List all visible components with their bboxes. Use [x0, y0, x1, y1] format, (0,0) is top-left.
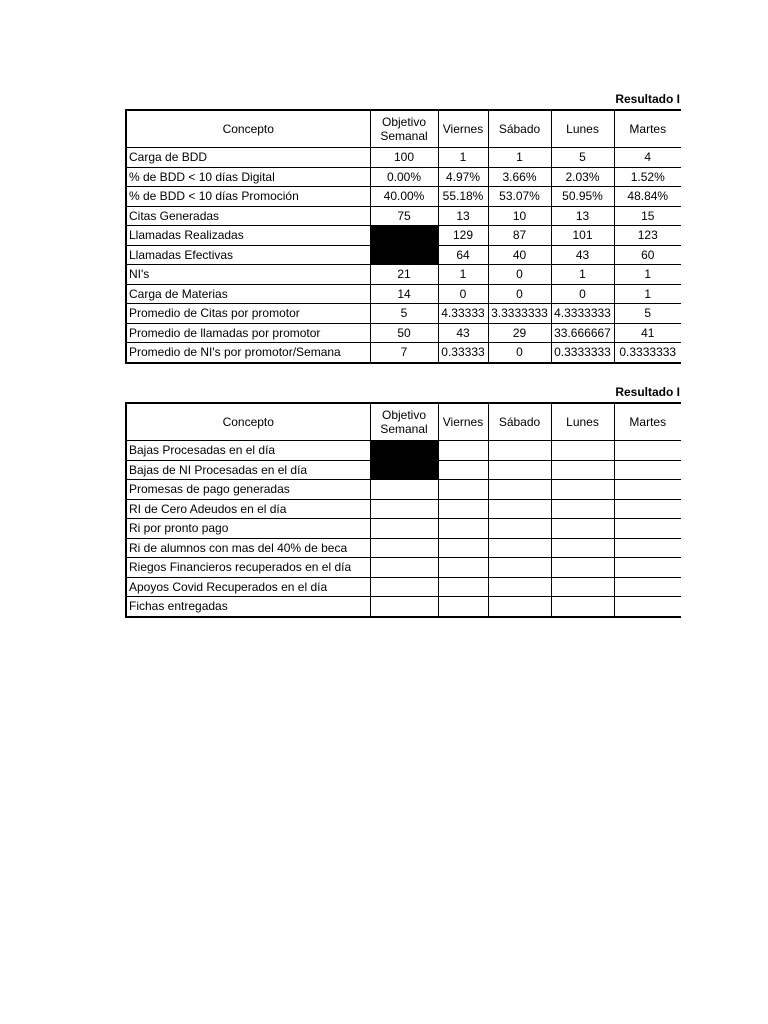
table-cell[interactable] [551, 480, 614, 500]
table-row [126, 460, 681, 480]
table-cell[interactable]: 0 [488, 343, 551, 363]
table-cell[interactable]: 0.3333333 [551, 343, 614, 363]
table-cell[interactable]: 43 [438, 323, 488, 343]
table-cell[interactable]: 1 [438, 265, 488, 285]
block-title: Resultado I [615, 92, 680, 106]
table-cell[interactable] [488, 558, 551, 578]
table-cell[interactable]: 1.52% [614, 167, 681, 187]
table-cell[interactable] [438, 597, 488, 617]
table-cell[interactable] [614, 558, 681, 578]
table-cell[interactable] [551, 538, 614, 558]
row-label[interactable]: Promedio de Citas por promotor [126, 304, 370, 324]
table-cell[interactable]: 5 [614, 304, 681, 324]
table-cell[interactable] [488, 597, 551, 617]
row-label[interactable]: Riegos Financieros recuperados en el día [126, 558, 370, 578]
table-row [126, 206, 681, 226]
table-cell[interactable] [614, 480, 681, 500]
header-row [126, 403, 681, 441]
column-header: Lunes [551, 403, 614, 441]
table-cell[interactable] [488, 499, 551, 519]
table-row [126, 284, 681, 304]
table-row [126, 577, 681, 597]
column-header: Viernes [438, 110, 488, 148]
table-cell[interactable] [488, 538, 551, 558]
row-label[interactable]: Ri por pronto pago [126, 519, 370, 539]
table-cell[interactable] [438, 577, 488, 597]
column-header: Martes [614, 403, 681, 441]
table-cell[interactable]: 87 [488, 226, 551, 246]
table-cell[interactable]: 29 [488, 323, 551, 343]
row-label[interactable]: Llamadas Efectivas [126, 245, 370, 265]
table-cell[interactable]: 15 [614, 206, 681, 226]
table-cell[interactable]: 41 [614, 323, 681, 343]
table-cell[interactable] [551, 499, 614, 519]
table-cell[interactable] [370, 597, 438, 617]
table-cell[interactable]: 1 [551, 265, 614, 285]
column-header: Sábado [488, 110, 551, 148]
table-cell[interactable]: 101 [551, 226, 614, 246]
table-cell[interactable]: 0.3333333 [614, 343, 681, 363]
table-cell[interactable] [370, 577, 438, 597]
table-cell[interactable]: 0.33333 [438, 343, 488, 363]
row-label[interactable]: Promedio de NI's por promotor/Semana [126, 343, 370, 363]
table-row [126, 167, 681, 187]
table-cell[interactable] [551, 597, 614, 617]
table-cell[interactable] [488, 519, 551, 539]
table-cell[interactable] [488, 441, 551, 461]
table-cell[interactable] [614, 460, 681, 480]
block-title: Resultado I [615, 385, 680, 399]
table-cell[interactable]: 43 [551, 245, 614, 265]
row-label[interactable]: % de BDD < 10 días Digital [126, 167, 370, 187]
table-cell[interactable] [370, 519, 438, 539]
table-cell[interactable]: 21 [370, 265, 438, 285]
table-cell[interactable]: 14 [370, 284, 438, 304]
table-cell[interactable] [614, 441, 681, 461]
row-label[interactable]: Bajas de NI Procesadas en el día [126, 460, 370, 480]
header-row [126, 110, 681, 148]
column-header: Martes [614, 110, 681, 148]
table-cell[interactable]: 13 [551, 206, 614, 226]
table-cell[interactable]: 0 [551, 284, 614, 304]
table-row [126, 597, 681, 617]
table-cell[interactable] [614, 519, 681, 539]
table-cell[interactable] [438, 480, 488, 500]
table-cell[interactable]: 53.07% [488, 187, 551, 207]
table-cell[interactable]: 0.00% [370, 167, 438, 187]
table-cell[interactable] [438, 460, 488, 480]
table-row [126, 538, 681, 558]
table-cell[interactable]: 4 [614, 148, 681, 168]
table-cell[interactable]: 5 [370, 304, 438, 324]
table-cell[interactable]: 4.3333333 [551, 304, 614, 324]
table-row [126, 499, 681, 519]
row-label[interactable]: Citas Generadas [126, 206, 370, 226]
row-label[interactable]: Bajas Procesadas en el día [126, 441, 370, 461]
table-cell[interactable] [370, 441, 438, 461]
table-cell[interactable]: 1 [614, 265, 681, 285]
row-label[interactable]: NI's [126, 265, 370, 285]
table-row [126, 245, 681, 265]
table-cell[interactable]: 40 [488, 245, 551, 265]
table-cell[interactable]: 5 [551, 148, 614, 168]
table-cell[interactable] [614, 597, 681, 617]
table-cell[interactable] [614, 577, 681, 597]
table-cell[interactable] [370, 460, 438, 480]
table-row [126, 226, 681, 246]
table-cell[interactable] [551, 577, 614, 597]
row-label[interactable]: Ri de alumnos con mas del 40% de beca [126, 538, 370, 558]
table-cell[interactable] [370, 538, 438, 558]
table-row [126, 304, 681, 324]
table-cell[interactable] [551, 519, 614, 539]
row-label[interactable]: RI de Cero Adeudos en el día [126, 499, 370, 519]
table-cell[interactable] [488, 480, 551, 500]
row-label[interactable]: % de BDD < 10 días Promoción [126, 187, 370, 207]
column-header: Sábado [488, 403, 551, 441]
row-label[interactable]: Carga de BDD [126, 148, 370, 168]
table-cell[interactable]: 129 [438, 226, 488, 246]
table-row [126, 441, 681, 461]
table-cell[interactable] [614, 499, 681, 519]
table-cell[interactable]: 100 [370, 148, 438, 168]
table-cell[interactable]: 3.3333333 [488, 304, 551, 324]
table-cell[interactable]: 13 [438, 206, 488, 226]
row-label[interactable]: Promesas de pago generadas [126, 480, 370, 500]
row-label[interactable]: Promedio de llamadas por promotor [126, 323, 370, 343]
table-row [126, 480, 681, 500]
table-cell[interactable]: 0 [488, 284, 551, 304]
table-cell[interactable] [370, 480, 438, 500]
table-cell[interactable]: 1 [614, 284, 681, 304]
row-label[interactable]: Apoyos Covid Recuperados en el día [126, 577, 370, 597]
table-cell[interactable]: 1 [488, 148, 551, 168]
table-cell[interactable] [551, 558, 614, 578]
table-cell[interactable] [551, 441, 614, 461]
column-header: Concepto [126, 403, 370, 441]
table-cell[interactable]: 4.33333 [438, 304, 488, 324]
table-cell[interactable] [438, 558, 488, 578]
table-row [126, 558, 681, 578]
table-row [126, 187, 681, 207]
table-cell[interactable]: 10 [488, 206, 551, 226]
results-table-2 [125, 402, 681, 618]
table-cell[interactable] [438, 538, 488, 558]
table-cell[interactable]: 4.97% [438, 167, 488, 187]
table-cell[interactable] [438, 499, 488, 519]
table-cell[interactable] [551, 460, 614, 480]
column-header: Lunes [551, 110, 614, 148]
table-cell[interactable]: 64 [438, 245, 488, 265]
table-cell[interactable]: 3.66% [488, 167, 551, 187]
column-header: Objetivo Semanal [370, 110, 438, 148]
table-row [126, 265, 681, 285]
row-label[interactable]: Llamadas Realizadas [126, 226, 370, 246]
table-cell[interactable]: 1 [438, 148, 488, 168]
table-cell[interactable]: 0 [488, 265, 551, 285]
table-cell[interactable] [438, 519, 488, 539]
row-label[interactable]: Carga de Materias [126, 284, 370, 304]
table-cell[interactable]: 33.666667 [551, 323, 614, 343]
table-cell[interactable]: 2.03% [551, 167, 614, 187]
table-cell[interactable] [614, 538, 681, 558]
column-header: Viernes [438, 403, 488, 441]
table-cell[interactable] [370, 558, 438, 578]
table-cell[interactable]: 0 [438, 284, 488, 304]
column-header: Objetivo Semanal [370, 403, 438, 441]
column-header: Concepto [126, 110, 370, 148]
table-cell[interactable] [370, 499, 438, 519]
table-cell[interactable] [488, 577, 551, 597]
row-label[interactable]: Fichas entregadas [126, 597, 370, 617]
table-cell[interactable] [438, 441, 488, 461]
table-cell[interactable]: 48.84% [614, 187, 681, 207]
table-cell[interactable]: 7 [370, 343, 438, 363]
table-row [126, 343, 681, 363]
table-cell[interactable] [370, 226, 438, 246]
table-cell[interactable]: 50.95% [551, 187, 614, 207]
table-cell[interactable]: 60 [614, 245, 681, 265]
table-cell[interactable] [488, 460, 551, 480]
table-cell[interactable]: 75 [370, 206, 438, 226]
table-row [126, 323, 681, 343]
table-cell[interactable] [370, 245, 438, 265]
table-cell[interactable]: 123 [614, 226, 681, 246]
table-row [126, 519, 681, 539]
table-row [126, 148, 681, 168]
results-table-1 [125, 109, 681, 364]
table-cell[interactable]: 50 [370, 323, 438, 343]
table-cell[interactable]: 55.18% [438, 187, 488, 207]
table-cell[interactable]: 40.00% [370, 187, 438, 207]
